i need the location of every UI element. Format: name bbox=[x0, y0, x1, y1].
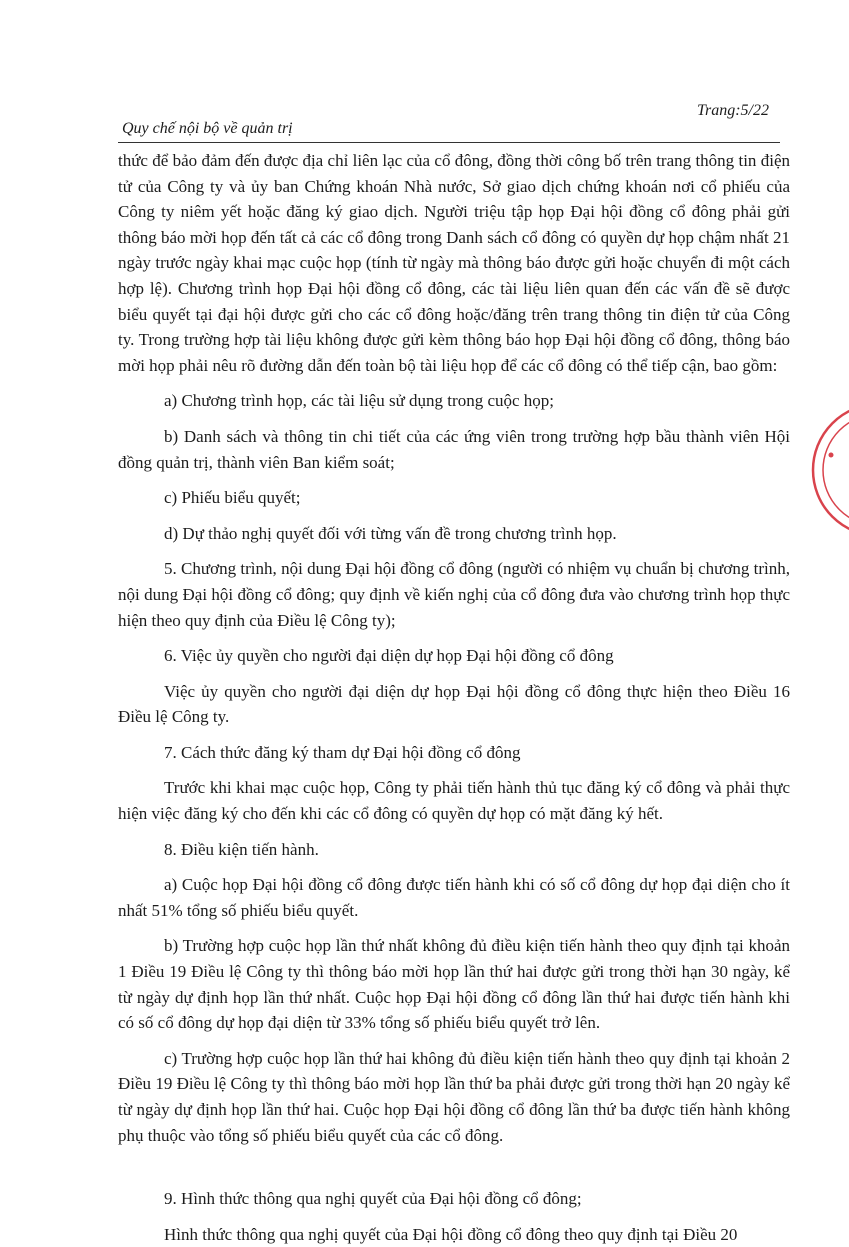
paragraph: thức để bảo đảm đến được địa chỉ liên lạc của cổ đông, đồng thời công bố trên trang thông tin điện tử của Công ty và ủy ban Chứng khoán Nhà nước, Sở giao dịch chứng khoán nơi cổ phiếu của Công ty niêm yết hoặc đăng ký giao dịch. Người triệu tập họp Đại hội đồng cổ đông phải gửi thông báo mời họp đến tất cả các cổ đông trong Danh sách cổ đông có quyền dự họp chậm nhất 21 ngày trước ngày khai mạc cuộc họp (tính từ ngày mà thông báo được gửi hoặc chuyển đi một cách hợp lệ). Chương trình họp Đại hội đồng cổ đông, các tài liệu liên quan đến các vấn đề sẽ được biểu quyết tại đại hội được gửi cho các cổ đông hoặc/đăng trên trang thông tin điện tử của Công ty. Trong trường hợp tài liệu không được gửi kèm thông báo họp Đại hội đồng cổ đông, thông báo mời họp phải nêu rõ đường dẫn đến toàn bộ tài liệu họp để các cổ đông có thể tiếp cận, bao gồm: bbox=[118, 151, 790, 375]
document-title: Quy chế nội bộ về quản trị bbox=[122, 120, 293, 137]
list-item: b) Danh sách và thông tin chi tiết của các ứng viên trong trường hợp bầu thành viên Hội đồng quản trị, thành viên Ban kiểm soát; bbox=[118, 426, 790, 472]
header-divider bbox=[118, 142, 780, 143]
list-item: c) Trường hợp cuộc họp lần thứ hai không đủ điều kiện tiến hành theo quy định tại khoản 2 Điều 19 Điều lệ Công ty thì thông báo mời họp lần thứ ba phải được gửi trong thời hạn 20 ngày kể từ ngày dự định họp lần thứ hai. Cuộc họp Đại hội đồng cổ đông lần thứ ba được tiến hành không phụ thuộc vào tổng số phiếu biểu quyết của các cổ đông. bbox=[118, 1048, 790, 1145]
list-item: a) Chương trình họp, các tài liệu sử dụng trong cuộc họp; bbox=[164, 391, 555, 411]
section-heading: 6. Việc ủy quyền cho người đại diện dự họp Đại hội đồng cổ đông bbox=[164, 646, 614, 666]
section-heading: 5. Chương trình, nội dung Đại hội đồng cổ đông (người có nhiệm vụ chuẩn bị chương trình, nội dung Đại hội đồng cổ đông; quy định về kiến nghị của cổ đông đưa vào chương trình họp thực hiện theo quy định của Điều lệ Công ty); bbox=[118, 559, 790, 630]
document-body bbox=[118, 148, 790, 1247]
list-item: d) Dự thảo nghị quyết đối với từng vấn đề trong chương trình họp. bbox=[164, 523, 617, 543]
list-item: c) Phiếu biểu quyết; bbox=[164, 488, 301, 508]
section-heading: 7. Cách thức đăng ký tham dự Đại hội đồng cổ đông bbox=[164, 742, 521, 762]
list-item: b) Trường hợp cuộc họp lần thứ nhất không đủ điều kiện tiến hành theo quy định tại khoản 1 Điều 19 Điều lệ Công ty thì thông báo mời họp lần thứ hai được gửi trong thời hạn 30 ngày, kể từ ngày dự định họp lần thứ nhất. Cuộc họp Đại hội đồng cổ đông lần thứ hai được tiến hành khi có số cổ đông dự họp đại diện từ 33% tổng số phiếu biểu quyết trở lên. bbox=[118, 936, 790, 1033]
paragraph: Trước khi khai mạc cuộc họp, Công ty phải tiến hành thủ tục đăng ký cổ đông và phải thực hiện việc đăng ký cho đến khi các cổ đông có quyền dự họp có mặt đăng ký hết. bbox=[118, 778, 790, 824]
red-seal-stamp bbox=[809, 395, 849, 545]
list-item: a) Cuộc họp Đại hội đồng cổ đông được tiến hành khi có số cổ đông dự họp đại diện cho ít nhất 51% tổng số phiếu biểu quyết. bbox=[118, 875, 790, 920]
section-heading: 9. Hình thức thông qua nghị quyết của Đại hội đồng cổ đông; bbox=[164, 1189, 582, 1209]
paragraph: Hình thức thông qua nghị quyết của Đại hội đồng cổ đông theo quy định tại Điều 20 bbox=[164, 1224, 738, 1244]
paragraph: Việc ủy quyền cho người đại diện dự họp Đại hội đồng cổ đông thực hiện theo Điều 16 Điều lệ Công ty. bbox=[118, 681, 790, 727]
page-number: Trang:5/22 bbox=[696, 102, 769, 119]
section-heading: 8. Điều kiện tiến hành. bbox=[164, 839, 319, 859]
